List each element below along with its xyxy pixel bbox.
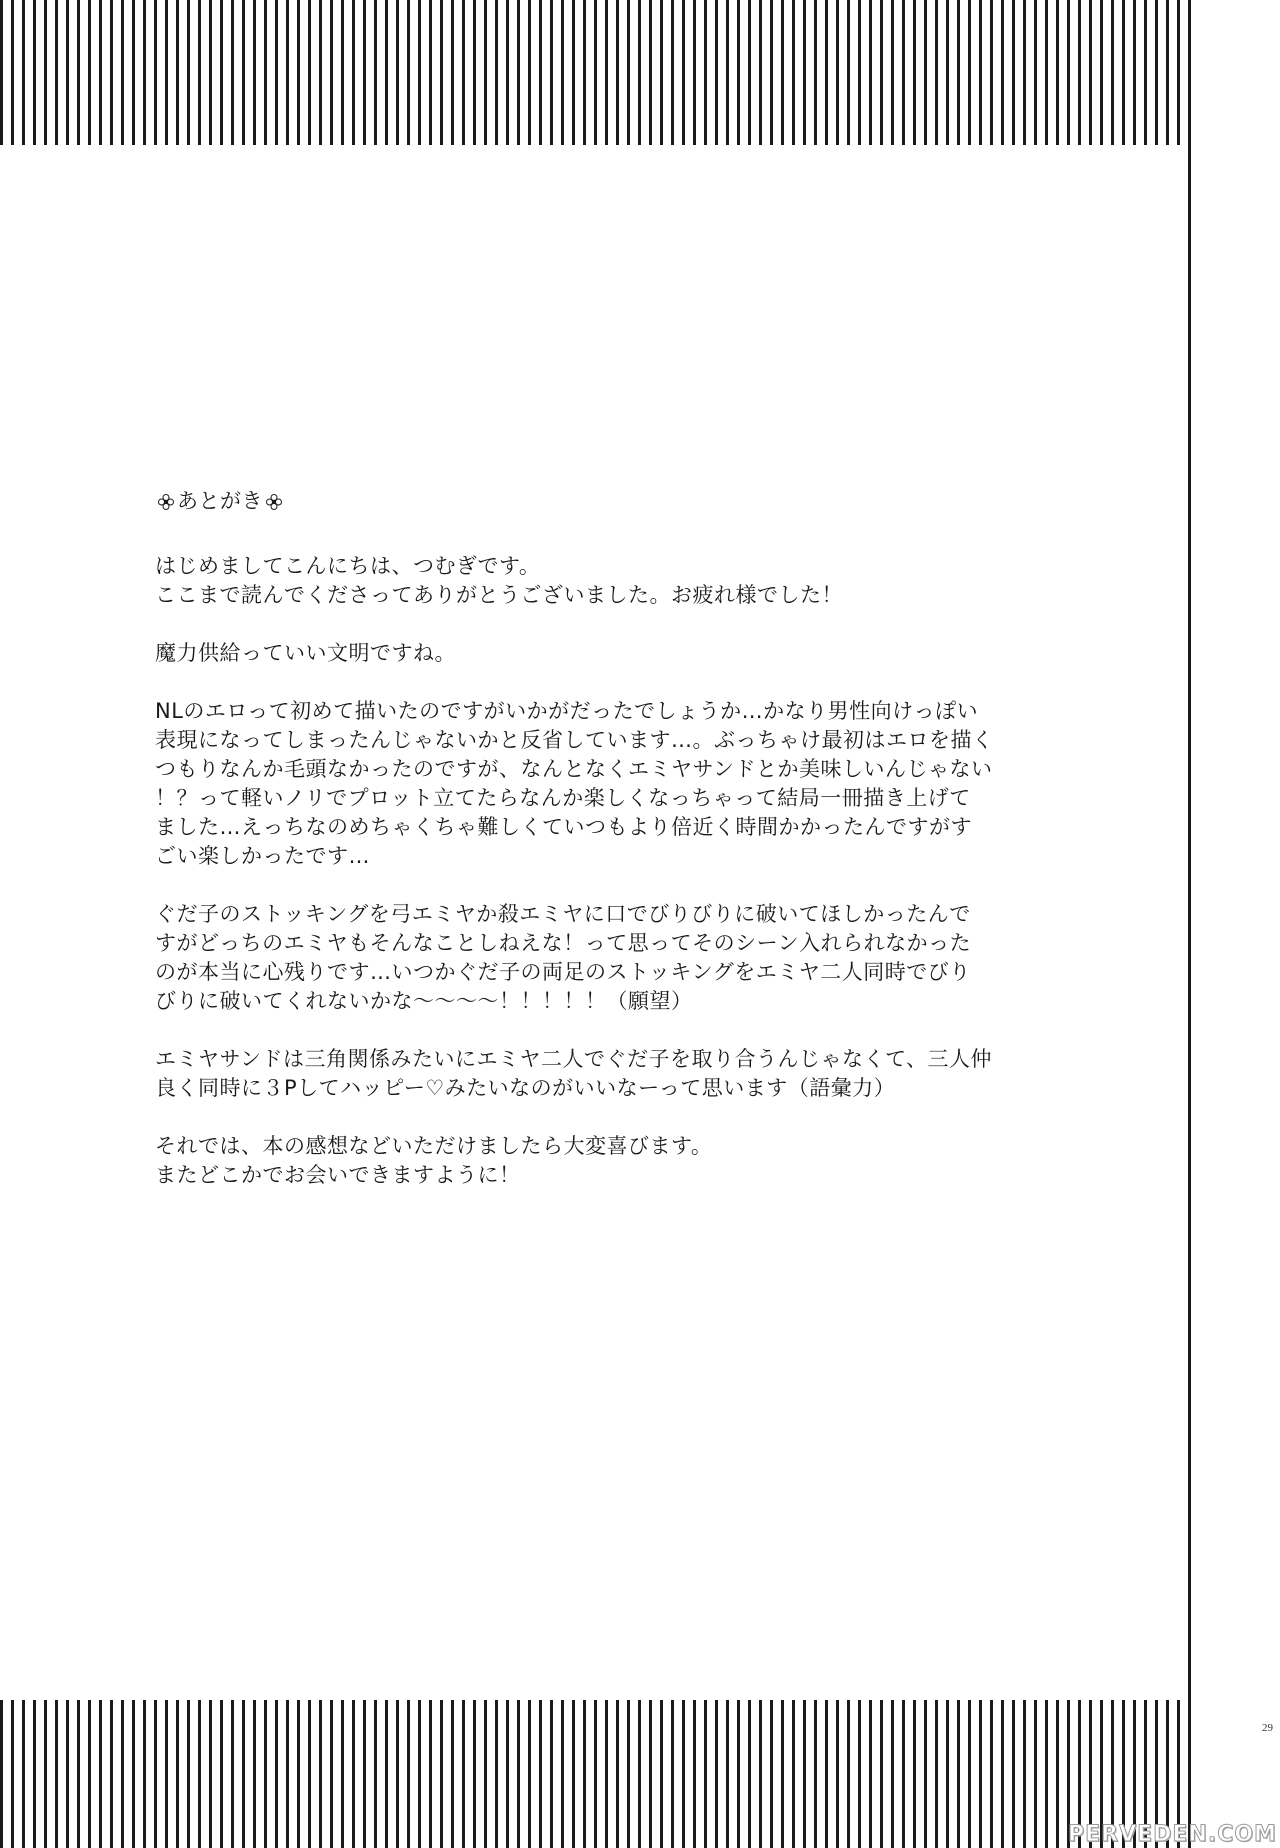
flower-icon	[265, 493, 283, 511]
text-line: ！？って軽いノリでプロット立てたらなんか楽しくなっちゃって結局一冊描き上げて	[155, 786, 971, 810]
paragraph-greeting	[155, 552, 1035, 610]
text-line: 良く同時に３Pしてハッピー♡みたいなのがいいなーって思います（語彙力）	[155, 1076, 896, 1100]
text-line: ごい楽しかったです…	[155, 844, 370, 868]
text-line: すがどっちのエミヤもそんなことしねえな！って思ってそのシーン入れられなかった	[155, 931, 972, 955]
flower-icon	[157, 493, 175, 511]
text-line: つもりなんか毛頭なかったのですが、なんとなくエミヤサンドとか美味しいんじゃない	[155, 757, 993, 781]
text-line: ここまで読んでくださってありがとうございました。お疲れ様でした！	[155, 583, 843, 607]
text-line: NLのエロって初めて描いたのですがいかがだったでしょうか…かなり男性向けっぽい	[155, 699, 979, 723]
text-line: はじめましてこんにちは、つむぎです。	[155, 554, 541, 578]
text-line: 表現になってしまったんじゃないかと反省しています…。ぶっちゃけ最初はエロを描く	[155, 728, 994, 752]
paragraph-stocking	[155, 900, 1035, 1016]
afterword-content	[155, 487, 1035, 1219]
paragraph-closing	[155, 1132, 1035, 1190]
watermark: PERVEDEN.COM	[1068, 1822, 1277, 1847]
text-line: ました…えっちなのめちゃくちゃ難しくていつもより倍近く時間かかったんですがす	[155, 815, 972, 839]
text-line: エミヤサンドは三角関係みたいにエミヤ二人でぐだ子を取り合うんじゃなくて、三人仲	[155, 1047, 993, 1071]
bottom-stripe-border	[0, 1700, 1184, 1848]
text-line: びりに破いてくれないかな〜〜〜〜！！！！！（願望）	[155, 989, 693, 1013]
text-line: またどこかでお会いできますように！	[155, 1163, 521, 1187]
text-line: 魔力供給っていい文明ですね。	[155, 641, 456, 665]
paragraph-mana	[155, 639, 1035, 668]
paragraph-sandwich	[155, 1045, 1035, 1103]
afterword-heading	[155, 487, 1035, 516]
heading-title: あとがき	[177, 489, 263, 513]
right-margin-rule	[1188, 0, 1191, 1848]
text-line: のが本当に心残りです…いつかぐだ子の両足のストッキングをエミヤ二人同時でびり	[155, 960, 971, 984]
text-line: ぐだ子のストッキングを弓エミヤか殺エミヤに口でびりびりに破いてほしかったんで	[155, 902, 971, 926]
paragraph-nl	[155, 697, 1035, 871]
page-number: 29	[1262, 1722, 1273, 1734]
text-line: それでは、本の感想などいただけましたら大変喜びます。	[155, 1134, 713, 1158]
top-stripe-border	[0, 0, 1184, 145]
